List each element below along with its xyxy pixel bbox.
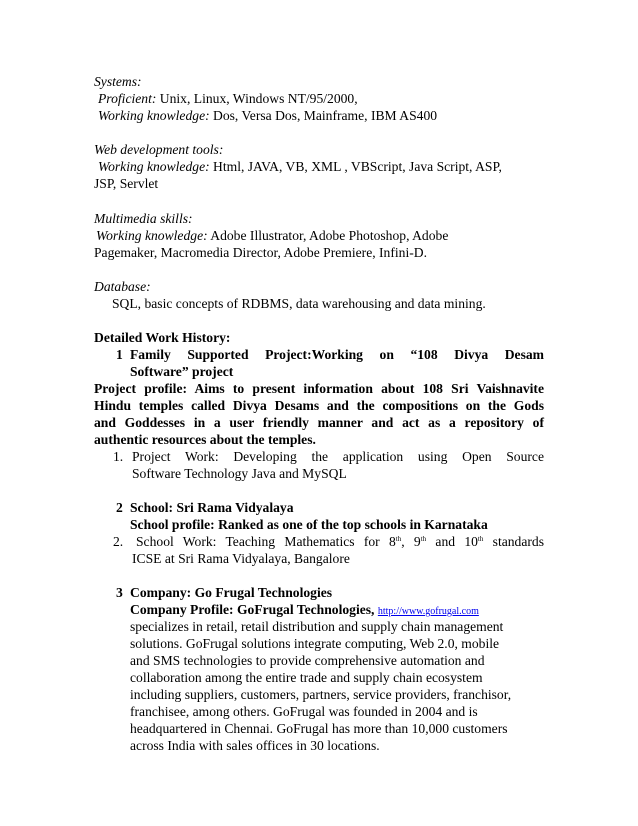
item1-profile-line: Project profile: Aims to present information about 108 Sri Vaishnavite — [94, 381, 544, 396]
item2-title: School: Sri Rama Vidyalaya — [130, 500, 294, 515]
item3-body-line: headquartered in Chennai. GoFrugal has more than 10,000 customers — [130, 721, 508, 736]
item3-body-line: solutions. GoFrugal solutions integrate computing, Web 2.0, mobile — [130, 636, 500, 651]
database-heading: Database: — [94, 279, 151, 294]
systems-heading: Systems: — [94, 74, 142, 89]
working-value: Dos, Versa Dos, Mainframe, IBM AS400 — [209, 108, 438, 123]
item1-profile-line: and Goddesses in a user friendly manner and act as a repository of — [94, 415, 544, 430]
item3-title: Company: Go Frugal Technologies — [130, 585, 333, 600]
item1-title: Family Supported Project:Working on “108 Divya Desam — [130, 347, 544, 362]
company-website-link[interactable]: http://www.gofrugal.com — [377, 606, 479, 617]
web-heading: Web development tools: — [94, 142, 224, 157]
work-text: , 9 — [401, 534, 421, 549]
multimedia-working-line — [96, 227, 448, 244]
item1-profile-line: authentic resources about the temples. — [94, 432, 316, 447]
company-profile-label: Company Profile: GoFrugal Technologies, — [130, 602, 375, 617]
item2-work-line-2: ICSE at Sri Rama Vidyalaya, Bangalore — [132, 551, 350, 566]
working-value: Adobe Illustrator, Adobe Photoshop, Adobe — [207, 228, 449, 243]
working-value: Html, JAVA, VB, XML , VBScript, Java Script, ASP, — [209, 159, 502, 174]
list-number: 1. — [113, 449, 124, 464]
ordinal-suffix: th — [477, 535, 484, 543]
proficient-label: Proficient: — [98, 91, 157, 106]
list-number: 2. — [113, 534, 124, 549]
item-number: 3 — [116, 585, 123, 600]
item1-work-line: Project Work: Developing the application using Open Source — [132, 449, 544, 464]
item3-body-line: specializes in retail, retail distribution and supply chain management — [130, 619, 504, 634]
item3-body-line: across India with sales offices in 30 locations. — [130, 738, 380, 753]
item2-profile: School profile: Ranked as one of the top schools in Karnataka — [130, 517, 488, 532]
work-history-heading: Detailed Work History: — [94, 330, 231, 345]
item1-work-line-2: Software Technology Java and MySQL — [132, 466, 347, 481]
work-text: School Work: Teaching Mathematics for 8 — [136, 534, 396, 549]
work-text: standards — [483, 534, 544, 549]
multimedia-heading: Multimedia skills: — [94, 211, 193, 226]
database-value: SQL, basic concepts of RDBMS, data warehousing and data mining. — [112, 296, 486, 311]
ordinal-suffix: th — [420, 535, 427, 543]
item3-body-line: and SMS technologies to provide comprehensive automation and — [130, 653, 485, 668]
working-label: Working knowledge: — [96, 228, 208, 243]
ordinal-suffix: th — [395, 535, 402, 543]
item3-body-line: franchisee, among others. GoFrugal was founded in 2004 and is — [130, 704, 478, 719]
systems-proficient-line — [98, 90, 358, 107]
work-text: and 10 — [426, 534, 478, 549]
item-number: 2 — [116, 500, 123, 515]
item1-title-line-2: Software” project — [130, 364, 234, 379]
proficient-value: Unix, Linux, Windows NT/95/2000, — [156, 91, 358, 106]
item1-profile-line: Hindu temples called Divya Desams and the compositions on the Gods — [94, 398, 544, 413]
web-working-line — [98, 158, 502, 175]
systems-working-line — [98, 107, 437, 124]
item3-body-line: including suppliers, customers, partners, service providers, franchisor, — [130, 687, 512, 702]
item2-work-line — [136, 533, 544, 550]
multimedia-line-2: Pagemaker, Macromedia Director, Adobe Premiere, Infini-D. — [94, 245, 427, 260]
working-label: Working knowledge: — [98, 159, 210, 174]
item3-body-line: collaboration among the entire trade and supply chain ecosystem — [130, 670, 483, 685]
working-label: Working knowledge: — [98, 108, 210, 123]
web-line-2: JSP, Servlet — [94, 176, 159, 191]
item-number: 1 — [116, 347, 123, 362]
